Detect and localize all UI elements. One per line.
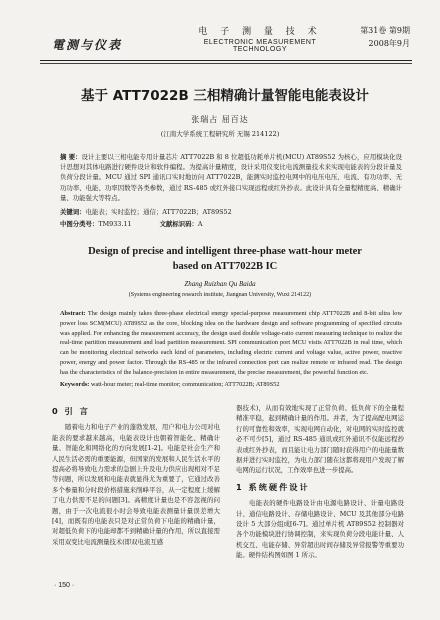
paper-title-en-line1: Design of precise and intelligent three-phase watt-hour meter	[88, 246, 362, 257]
body-paragraph: 随着电力和电子产业的蓬勃发展，用户和电力公司对电能表的要求越来越高，电能表设计也朝着智能化、精确计量、智能化和网络化的方向发展[1-2]。电能是社会生产和人民生活必需的重要能源，但国家的发展和人民生活水平的提高必将导致电力需求的急剧上升及电力供应出现相对不足等问题，所以发展和电能表就显得尤为重要了，它通过改善多个参量和分时段价格措施来削峰平谷，从一定程度上缓解了电力供需不足的问题[3]。高精度计量也是不容忽视的问题，由于一次电流很小时会导致电能表测量计量误差增大[4]，而既有的电能表只是对正常负荷下电能的精确计量，对超低负荷下的电能却都不到精确计量的作用，所以直接需采用双变比电流测量技术(即双电流互感	[52, 423, 220, 546]
section-heading-hardware: 1 系统硬件设计	[236, 481, 310, 492]
keywords-cn	[60, 207, 402, 216]
journal-name	[190, 24, 330, 53]
issue-date: 2008年9月	[368, 39, 410, 48]
affiliation-cn: (江南大学系统工程研究所 无锡 214122)	[160, 130, 280, 138]
keywords-en-text: watt-hour meter; real-time monitor; communication; ATT7022B; AT89S52	[90, 381, 280, 388]
volume-issue: 第31卷 第9期	[360, 26, 410, 35]
paper-title-en-line2: based on ATT7022B IC	[172, 261, 278, 272]
doc-code: 文献标识码：A	[159, 220, 203, 228]
keywords-cn-label: 关键词：	[60, 208, 86, 216]
issue-info	[360, 24, 410, 50]
body-column-left	[52, 403, 220, 547]
abstract-en-text: The design mainly takes three-phase electrical energy special-purpose measurement chip ATT7022B and 8-bit ultra low power loss SCM(MCU) AT89S52 as the core, blocking idea on the hardware design and software programming of specified circuits was applied. For enhancing the measurement accuracy, the design used double voltage-ratio current measuring technique to realize the real-time partition measurement and load partition measurement. SPI communication port MCU visits ATT7022B in real time, which can be monitoring electrical networks each kind of parameters, including electric current and voltage value, active power, reactive power, energy and power factor. Through the RS-485 or the infrared connection port can realize remote or infrared read. The design has the characteristics of the balance-precision in entire measurement, the precise measurement, the powerful function etc.	[60, 310, 402, 376]
body-paragraph: 电能表的硬件电路设计由电源电路设计、计量电路设计、通信电路设计、存储电路设计、MCU 及其他部分电路设计 5 大部分组成[6-7]。通过单片机 AT89S52 控制器对各个功能模块进行协调控制，来实现负荷分段电能计量、人机交互、电能存储、异常超出时间存储及异常报警等重要功能。硬件结构图如图 1 所示。	[236, 499, 404, 560]
clc-number: 中图分类号：TM933.11	[60, 220, 132, 228]
keywords-en-label: Keywords:	[60, 381, 90, 388]
page-number: · 150 ·	[54, 582, 75, 589]
journal-logo: 電测与仪表	[52, 38, 123, 52]
authors-cn: 张瑞占 屈百达	[191, 115, 249, 124]
header-rule	[40, 60, 412, 61]
paper-title-cn: 基于 ATT7022B 三相精确计量智能电能表设计	[81, 88, 369, 104]
abstract-cn-text: 设计主要以三相电能专用计量芯片 ATT7022B 和 8 位超低功耗单片机(MCU) AT89S52 为核心，应用模块化设计思想对其体电路进行硬件设计和软件编程。为提高计量精度，设计采用仪变比电流测量技术来实现电能表的分段计量及负荷分段计量。MCU 通过 SPI 通讯口实时地访问 ATT7022B，能测实时监控电网中的电压电压、电流、有功功率、无功功率、电能、功率因数等各类参数，通过 RS-485 或红外接口实现远程或红外抄表。此设计具有全量程精度高、精确计量、功能强大等特点。	[60, 153, 402, 202]
paper-title-en	[40, 244, 410, 274]
journal-name-cn: 电 子 测 量 技 术	[198, 27, 322, 37]
journal-name-en: ELECTRONIC MEASUREMENT TECHNOLOGY	[203, 39, 317, 53]
classification-cn	[60, 219, 402, 228]
abstract-cn-label: 摘 要：	[60, 153, 82, 161]
authors-en: Zhang Ruizhan Qu Baida	[184, 280, 256, 288]
abstract-en-label: Abstract:	[60, 310, 86, 317]
body-paragraph: 器技术)，从而有效地实现了正常负荷、低负荷下的全量程精准平稳，起到精确计量的作用。并者，为了提高配电网运行的可靠性和效率，实现电网自动化，对电网的实时监控就必不可少[5]，通过 RS-485 通讯或红外通讯不仅能远程抄表或红外抄表，而且能让电力部门随时获得用户的电能量数据并进行实时监控，为电力部门随在这都将现用户发现了解电网的运行状况，工作效率也进一步提高。	[236, 404, 404, 475]
header-rule-thin	[40, 63, 412, 64]
body-column-right	[236, 403, 404, 561]
keywords-en	[60, 381, 402, 388]
journal-header	[40, 10, 410, 62]
section-heading-intro: 0 引 言	[52, 406, 90, 416]
abstract-cn	[60, 152, 402, 203]
keywords-cn-text: 电能表；实时监控；通信；ATT7022B；AT89S52	[85, 208, 232, 216]
abstract-en	[60, 309, 402, 378]
affiliation-en: (Systems engineering research institute, Jiangnan University, Wuxi 214122)	[128, 292, 312, 298]
